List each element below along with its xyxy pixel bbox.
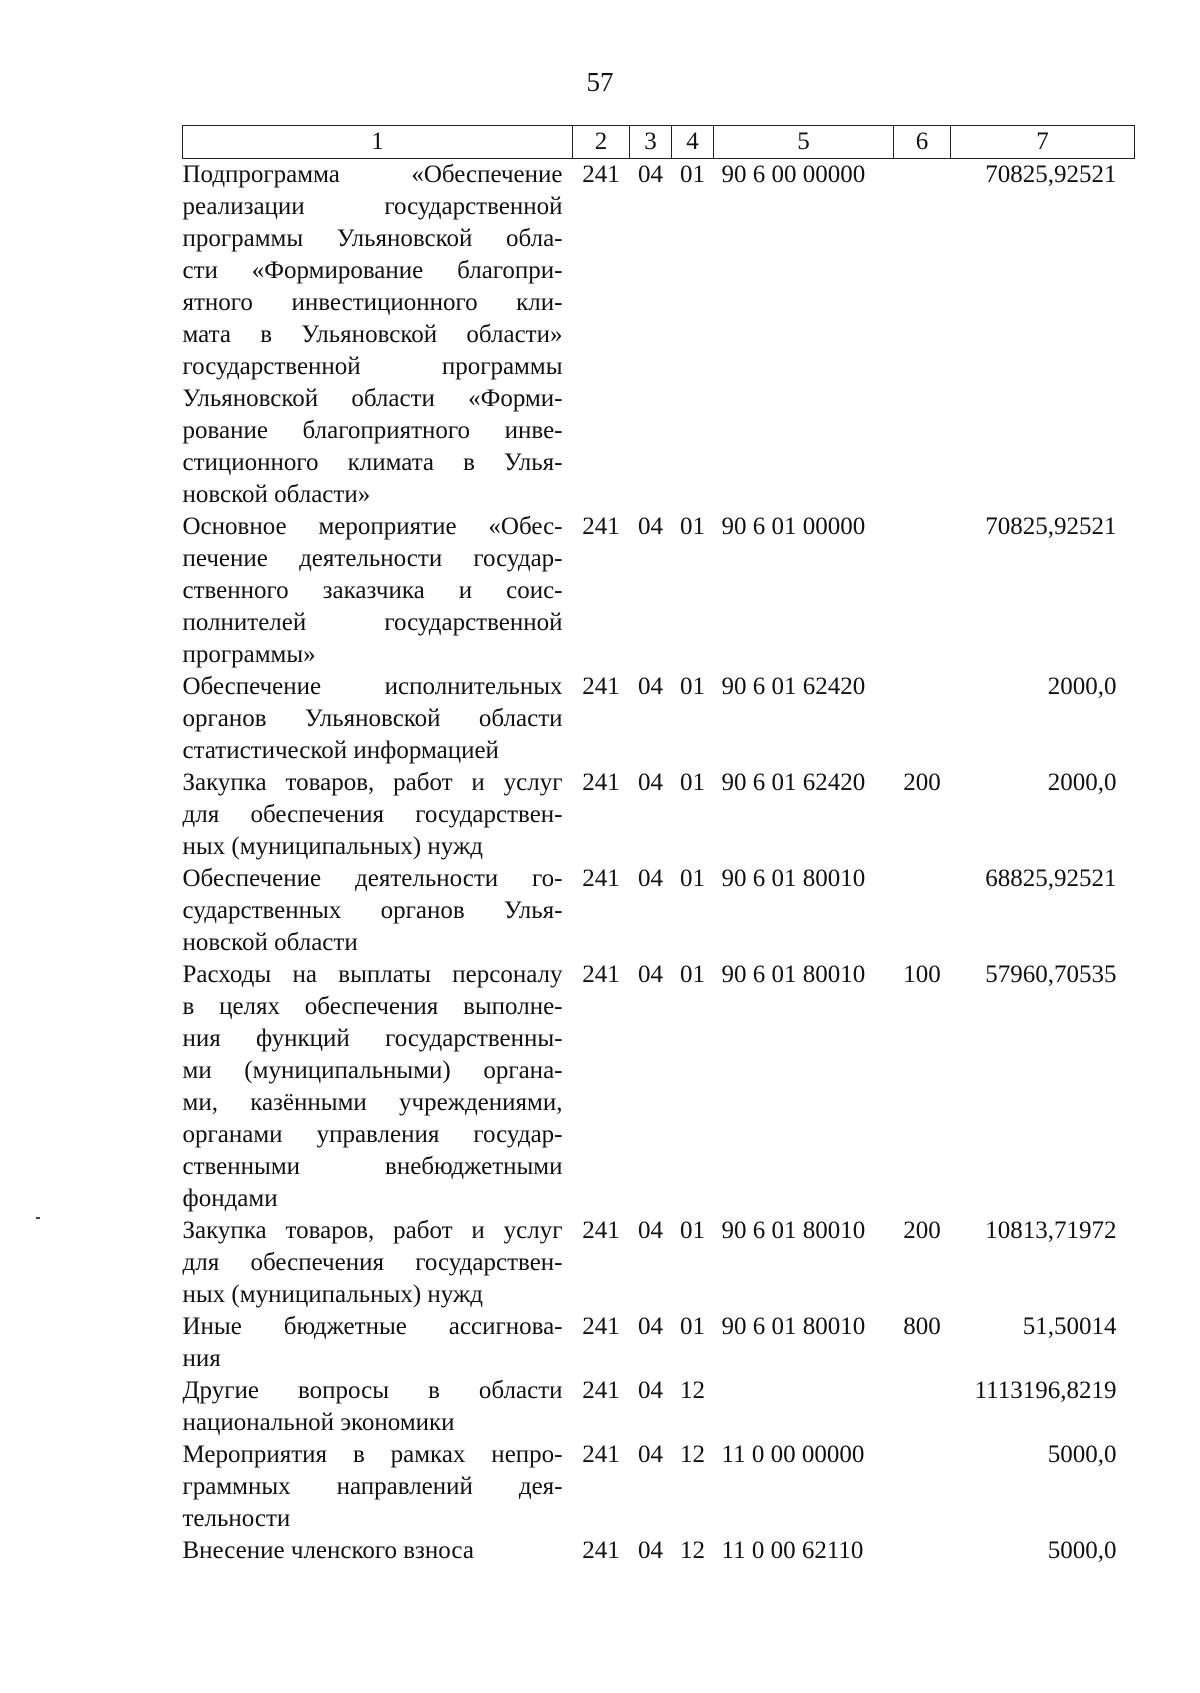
description-line: фондами <box>182 1185 278 1212</box>
expense-kind-cell: 100 <box>903 961 941 988</box>
description-cell <box>183 863 573 959</box>
description-line: для обеспечения государствен- <box>182 801 563 828</box>
description-line: ных (муниципальных) нужд <box>182 833 483 860</box>
description-line: Основное мероприятие «Обес- <box>182 513 563 540</box>
description-cell <box>183 671 573 767</box>
description-cell <box>183 1375 573 1439</box>
expense-kind-cell: 800 <box>903 1313 941 1340</box>
header-col-3: 3 <box>630 126 672 159</box>
description-line: печение деятельности государ- <box>182 545 563 572</box>
description-cell <box>183 1215 573 1311</box>
header-col-1: 1 <box>183 126 573 159</box>
description-line: Обеспечение исполнительных <box>182 673 563 700</box>
subsection-code-cell: 01 <box>680 161 705 188</box>
description-line: ятного инвестиционного кли- <box>182 289 563 316</box>
admin-code-cell: 241 <box>582 513 620 540</box>
description-line: сти «Формирование благопри- <box>182 257 563 284</box>
table-row <box>183 767 1135 863</box>
description-line: рование благоприятного инве- <box>182 417 563 444</box>
table-row <box>183 1311 1135 1375</box>
target-article-cell: 90 6 01 80010 <box>721 1313 866 1340</box>
target-article-cell: 90 6 01 62420 <box>721 769 866 796</box>
expense-kind-cell <box>894 1535 951 1567</box>
description-line: для обеспечения государствен- <box>182 1249 563 1276</box>
description-line: сударственных органов Улья- <box>182 897 563 924</box>
target-article-cell: 11 0 00 62110 <box>721 1537 864 1564</box>
description-line: новской области <box>182 929 358 956</box>
expense-kind-cell: 200 <box>903 1217 941 1244</box>
admin-code-cell: 241 <box>582 961 620 988</box>
target-article-cell <box>714 1375 894 1439</box>
table-row <box>183 1535 1135 1567</box>
description-line: программы Ульяновской обла- <box>182 225 563 252</box>
target-article-cell: 90 6 01 80010 <box>721 865 866 892</box>
description-line: ственными внебюджетными <box>182 1153 563 1180</box>
expense-kind-cell <box>894 1439 951 1535</box>
description-line: органами управления государ- <box>182 1121 563 1148</box>
description-line: ния <box>182 1345 221 1372</box>
amount-cell: 57960,70535 <box>985 961 1117 988</box>
amount-cell: 51,50014 <box>1022 1313 1117 1340</box>
description-line: Закупка товаров, работ и услуг <box>182 769 563 796</box>
expense-kind-cell <box>894 1375 951 1439</box>
expense-kind-cell <box>894 863 951 959</box>
amount-cell: 5000,0 <box>1047 1441 1117 1468</box>
target-article-cell: 90 6 01 80010 <box>721 961 866 988</box>
section-code-cell: 04 <box>638 161 663 188</box>
table-row <box>183 863 1135 959</box>
expense-kind-cell <box>894 671 951 767</box>
table-row <box>183 159 1135 512</box>
header-col-2: 2 <box>573 126 630 159</box>
section-code-cell: 04 <box>638 1313 663 1340</box>
subsection-code-cell: 12 <box>680 1441 705 1468</box>
subsection-code-cell: 01 <box>680 1313 705 1340</box>
section-code-cell: 04 <box>638 1537 663 1564</box>
description-line: Обеспечение деятельности го- <box>182 865 563 892</box>
description-line: ных (муниципальных) нужд <box>182 1281 483 1308</box>
expense-kind-cell <box>894 159 951 512</box>
table-row <box>183 511 1135 671</box>
section-code-cell: 04 <box>638 1441 663 1468</box>
description-line: Расходы на выплаты персоналу <box>182 961 563 988</box>
section-code-cell: 04 <box>638 769 663 796</box>
description-line: Подпрограмма «Обеспечение <box>182 161 563 188</box>
description-cell <box>183 1311 573 1375</box>
subsection-code-cell: 12 <box>680 1377 705 1404</box>
section-code-cell: 04 <box>638 513 663 540</box>
header-row <box>183 126 1135 159</box>
description-line: мата в Ульяновской области» <box>182 321 563 348</box>
description-line: ственного заказчика и соис- <box>182 577 563 604</box>
section-code-cell: 04 <box>638 865 663 892</box>
subsection-code-cell: 12 <box>680 1537 705 1564</box>
description-line: государственной программы <box>182 353 563 380</box>
target-article-cell: 90 6 01 62420 <box>721 673 866 700</box>
table-row <box>183 1439 1135 1535</box>
admin-code-cell: 241 <box>582 161 620 188</box>
header-col-7: 7 <box>951 126 1135 159</box>
amount-cell: 70825,92521 <box>985 161 1117 188</box>
description-line: национальной экономики <box>182 1409 455 1436</box>
header-col-6: 6 <box>894 126 951 159</box>
description-line: Закупка товаров, работ и услуг <box>182 1217 563 1244</box>
amount-cell: 2000,0 <box>1047 673 1117 700</box>
table-row <box>183 671 1135 767</box>
description-line: Внесение членского взноса <box>182 1537 474 1564</box>
table-body <box>183 159 1135 1568</box>
description-cell <box>183 959 573 1215</box>
subsection-code-cell: 01 <box>680 513 705 540</box>
admin-code-cell: 241 <box>582 1441 620 1468</box>
description-line: в целях обеспечения выполне- <box>182 993 563 1020</box>
description-line: ми, казёнными учреждениями, <box>182 1089 563 1116</box>
amount-cell: 1113196,8219 <box>974 1377 1117 1404</box>
target-article-cell: 90 6 01 00000 <box>721 513 866 540</box>
description-line: тельности <box>182 1505 291 1532</box>
description-cell <box>183 1535 573 1567</box>
expense-kind-cell <box>894 511 951 671</box>
description-line: органов Ульяновской области <box>182 705 563 732</box>
description-line: ния функций государственны- <box>182 1025 563 1052</box>
table-row <box>183 1375 1135 1439</box>
amount-cell: 2000,0 <box>1047 769 1117 796</box>
subsection-code-cell: 01 <box>680 1217 705 1244</box>
table-header <box>183 126 1135 159</box>
amount-cell: 70825,92521 <box>985 513 1117 540</box>
header-col-5: 5 <box>714 126 894 159</box>
description-line: программы» <box>182 641 316 668</box>
section-code-cell: 04 <box>638 961 663 988</box>
amount-cell: 10813,71972 <box>985 1217 1117 1244</box>
scan-speck <box>36 1217 40 1219</box>
admin-code-cell: 241 <box>582 865 620 892</box>
amount-cell: 68825,92521 <box>985 865 1117 892</box>
section-code-cell: 04 <box>638 1217 663 1244</box>
description-line: новской области» <box>182 481 371 508</box>
description-cell <box>183 159 573 512</box>
admin-code-cell: 241 <box>582 673 620 700</box>
subsection-code-cell: 01 <box>680 865 705 892</box>
expense-kind-cell: 200 <box>903 769 941 796</box>
description-line: Мероприятия в рамках непро- <box>182 1441 563 1468</box>
description-line: стиционного климата в Улья- <box>182 449 563 476</box>
admin-code-cell: 241 <box>582 769 620 796</box>
section-code-cell: 04 <box>638 1377 663 1404</box>
description-cell <box>183 767 573 863</box>
description-line: Другие вопросы в области <box>182 1377 563 1404</box>
table-row <box>183 1215 1135 1311</box>
page-number: 57 <box>586 67 614 97</box>
section-code-cell: 04 <box>638 673 663 700</box>
header-col-4: 4 <box>672 126 714 159</box>
subsection-code-cell: 01 <box>680 769 705 796</box>
description-line: граммных направлений дея- <box>182 1473 563 1500</box>
description-line: статистической информацией <box>182 737 499 764</box>
description-line: полнителей государственной <box>182 609 563 636</box>
budget-table <box>182 125 1135 1567</box>
description-line: ми (муниципальными) органа- <box>182 1057 563 1084</box>
admin-code-cell: 241 <box>582 1217 620 1244</box>
description-cell <box>183 511 573 671</box>
description-line: Иные бюджетные ассигнова- <box>182 1313 563 1340</box>
table-row <box>183 959 1135 1215</box>
target-article-cell: 90 6 00 00000 <box>721 161 866 188</box>
amount-cell: 5000,0 <box>1047 1537 1117 1564</box>
admin-code-cell: 241 <box>582 1377 620 1404</box>
description-line: реализации государственной <box>182 193 563 220</box>
description-line: Ульяновской области «Форми- <box>182 385 563 412</box>
admin-code-cell: 241 <box>582 1537 620 1564</box>
target-article-cell: 11 0 00 00000 <box>721 1441 865 1468</box>
subsection-code-cell: 01 <box>680 961 705 988</box>
description-cell <box>183 1439 573 1535</box>
target-article-cell: 90 6 01 80010 <box>721 1217 866 1244</box>
admin-code-cell: 241 <box>582 1313 620 1340</box>
subsection-code-cell: 01 <box>680 673 705 700</box>
